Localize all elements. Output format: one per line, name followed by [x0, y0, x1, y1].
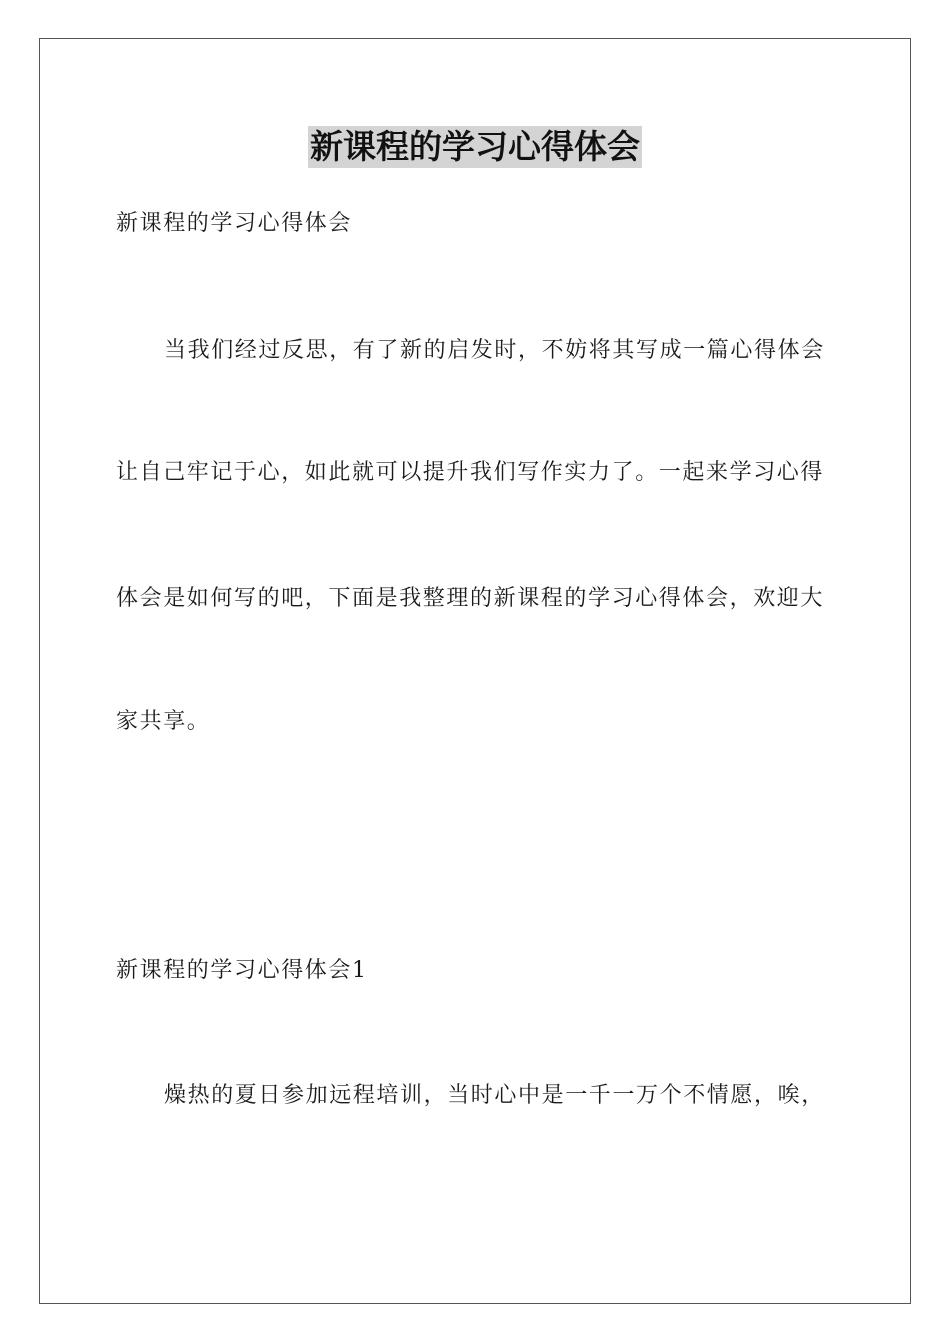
intro-line-2: 让自己牢记于心，如此就可以提升我们写作实力了。一起来学习心得 — [116, 460, 825, 485]
section-heading: 新课程的学习心得体会1 — [116, 958, 368, 983]
intro-line-1: 当我们经过反思，有了新的启发时，不妨将其写成一篇心得体会 — [164, 338, 825, 363]
document-title: 新课程的学习心得体会 — [310, 127, 640, 166]
intro-line-3: 体会是如何写的吧，下面是我整理的新课程的学习心得体会，欢迎大 — [116, 586, 825, 611]
title-container — [0, 126, 950, 168]
section-paragraph-line-1: 燥热的夏日参加远程培训，当时心中是一千一万个不情愿，唉， — [164, 1083, 825, 1108]
document-subtitle: 新课程的学习心得体会 — [116, 211, 353, 236]
intro-line-4: 家共享。 — [116, 709, 211, 734]
